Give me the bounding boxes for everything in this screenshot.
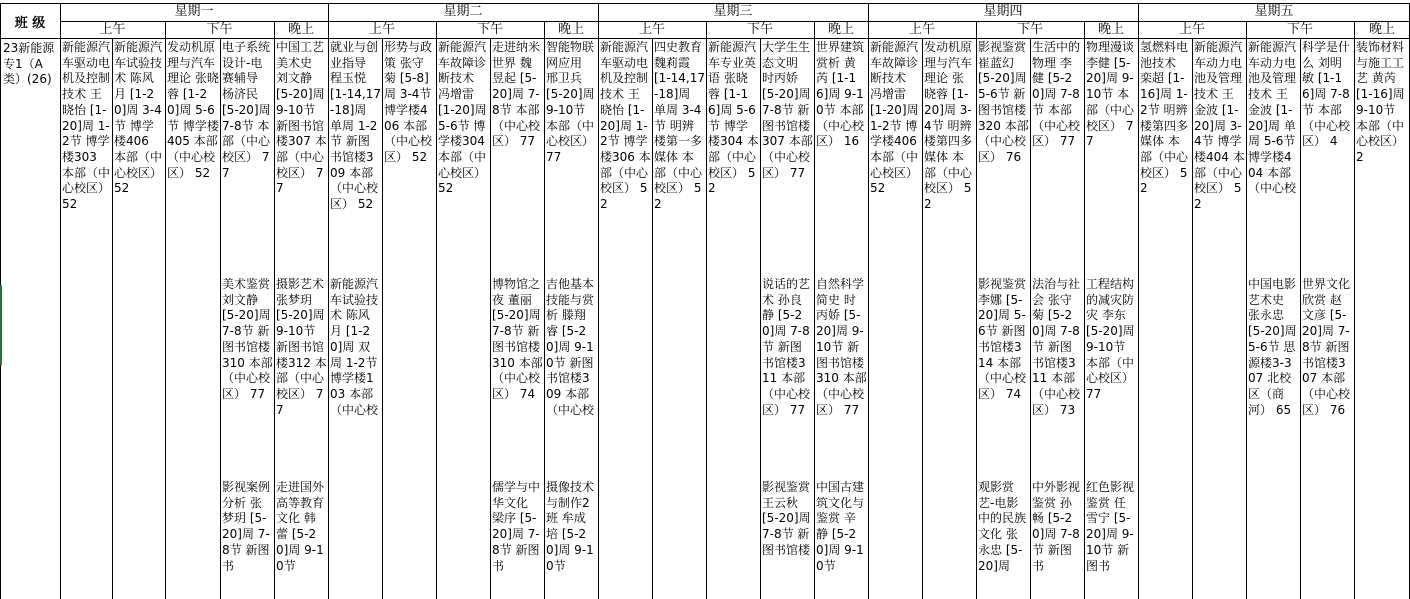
slot-divider: [976, 21, 977, 599]
course-entry: 博物馆之夜 董丽 [5-20]周 7-8节 新图书馆楼310 本部（中心校区） 74: [492, 277, 543, 401]
slot-divider: [1246, 21, 1247, 599]
course-entry: 摄影艺术 张梦玥 [5-20]周 9-10节 新图书馆楼312 本部（中心校区） 77: [276, 277, 327, 417]
course-entry: 电子系统设计-电赛辅导 杨济民 [5-20]周 7-8节 本部（中心校区） 77: [222, 40, 271, 180]
slot-divider: [165, 21, 166, 599]
course-entry: 影视鉴赏 王云秋 [5-20]周 7-8节 新图书馆楼: [762, 480, 811, 557]
day-divider: [598, 3, 599, 599]
day-header: 星期二: [443, 4, 483, 19]
column-divider: [1192, 38, 1193, 599]
course-entry: 发动机原理与汽车理论 张晓蓉 [1-20]周 5-6节 博学楼405 本部（中心校区） 52: [167, 40, 219, 180]
course-entry: 说话的艺术 孙良静 [5-20]周 7-8节 新图书馆楼311 本部（中心校区） 77: [762, 277, 811, 417]
course-entry: 新能源汽车试验技术 陈风月 [1-20]周 双周 1-2节 博学楼103 本部（中心校: [330, 277, 379, 417]
course-entry: 新能源汽车驱动电机及控制技术 王晓怡 [1-20]周 1-2节 博学楼306 本部（中心校区） 52: [600, 40, 651, 212]
slot-header: 上午: [908, 22, 935, 37]
course-entry: 新能源汽车驱动电机及控制技术 王晓怡 [1-20]周 1-2节 博学楼303 本部（中心校区） 52: [62, 40, 111, 212]
slot-header: 晚上: [1097, 22, 1124, 37]
course-entry: 走进国外高等教育文化 韩蕾 [5-20]周 9-10节: [276, 480, 325, 573]
slot-header: 上午: [638, 22, 665, 37]
course-entry: 走进纳米世界 魏昱起 [5-20]周 7-8节 本部（中心校区） 77: [492, 40, 541, 149]
course-entry: 新能源汽车试验技术 陈风月 [1-20]周 3-4节 博学楼406 本部（中心校区） 52: [114, 40, 163, 196]
course-entry: 世界建筑赏析 黄芮 [1-16]周 9-10节 本部（中心校区） 16: [816, 40, 865, 149]
column-divider: [1300, 38, 1301, 599]
slot-header: 晚上: [827, 22, 854, 37]
course-entry: 中外影视鉴赏 孙畅 [5-20]周 7-8节 新图书: [1032, 480, 1081, 573]
course-entry: 氢燃料电池技术 栾超 [1-16]周 1-2节 明辨楼第四多媒体 本部（中心校区） 52: [1140, 40, 1189, 196]
course-entry: 美术鉴赏 刘文静 [5-20]周 7-8节 新图书馆楼310 本部（中心校区） 77: [222, 277, 273, 401]
course-entry: 吉他基本技能与赏析 滕翔睿 [5-20]周 9-10节 新图书馆楼309 本部（中心校: [546, 277, 595, 417]
course-entry: 科学是什么 刘明敏 [1-16]周 7-8节 本部（中心校区） 4: [1302, 40, 1351, 149]
course-entry: 物理漫谈 李健 [5-20]周 9-10节 本部（中心校区） 77: [1086, 40, 1135, 149]
course-entry: 新能源汽车动力电池及管理技术 王金波 [1-20]周 3-4节 博学楼404 本部（中心校区） 52: [1194, 40, 1245, 212]
slot-header: 上午: [1178, 22, 1205, 37]
course-entry: 中国工艺美术史 刘文静 [5-20]周 9-10节 新图书馆楼307 本部（中心校区） 77: [276, 40, 327, 196]
course-entry: 摄像技术与制作2班 牟成培 [5-20]周 9-10节: [546, 480, 595, 573]
course-entry: 新能源汽车故障诊断技术 冯增雷 [1-20]周 5-6节 博学楼304 本部（中心校区） 52: [438, 40, 487, 196]
course-entry: 儒学与中华文化 梁序 [5-20]周 7-8节 新图书: [492, 480, 541, 573]
course-entry: 自然科学简史 时丙娇 [5-20]周 9-10节 新图书馆楼310 本部（中心校区） 77: [816, 277, 867, 417]
course-entry: 影视鉴赏 李娜 [5-20]周 5-6节 新图书馆楼314 本部（中心校区） 74: [978, 277, 1027, 401]
slot-header: 晚上: [1368, 22, 1395, 37]
column-divider: [652, 38, 653, 599]
slot-divider: [544, 21, 545, 599]
course-entry: 发动机原理与汽车理论 张晓蓉 [1-20]周 3-4节 明辨楼第四多媒体 本部（中心校区） 52: [924, 40, 973, 212]
slot-header: 下午: [1286, 22, 1313, 37]
course-entry: 中国电影艺术史 张永忠 [5-20]周 5-6节 思源楼3-307 北校区（商河） 65: [1248, 277, 1297, 417]
course-entry: 法治与社会 张守菊 [5-20]周 7-8节 新图书馆楼311 本部（中心校区） 73: [1032, 277, 1081, 417]
slot-header: 下午: [476, 22, 503, 37]
course-entry: 大学生生态文明 时丙娇 [5-20]周 7-8节 新图书馆楼307 本部（中心校区） 77: [762, 40, 813, 180]
slot-header: 晚上: [287, 22, 314, 37]
slot-header: 下午: [746, 22, 773, 37]
day-divider: [1138, 3, 1139, 599]
slot-header: 晚上: [557, 22, 584, 37]
slot-header: 上午: [368, 22, 395, 37]
course-entry: 中国古建筑文化与鉴赏 辛静 [5-20]周 9-10节: [816, 480, 865, 573]
course-entry: 就业与创业指导 程玉悦 [1-14,17-18]周 单周 1-2节 新图书馆楼309 本部（中心校区） 52: [330, 40, 381, 212]
course-entry: 新能源汽车专业英语 张晓蓉 [1-16]周 5-6节 博学楼304 本部（中心校区） 52: [708, 40, 759, 196]
course-entry: 新能源汽车动力电池及管理技术 王金波 [1-20]周 单周 5-6节 博学楼404 本部（中心校: [1248, 40, 1297, 196]
day-header: 星期四: [983, 4, 1023, 19]
column-divider: [220, 38, 221, 599]
column-divider: [922, 38, 923, 599]
course-entry: 观影赏艺-电影中的民族文化 张永忠 [5-20]周: [978, 480, 1027, 573]
class-name: 23新能源专1（A类）(26): [3, 41, 55, 87]
day-divider: [328, 3, 329, 599]
day-divider: [868, 3, 869, 599]
course-entry: 影视案例分析 张梦玥 [5-20]周 7-8节 新图书: [222, 480, 271, 573]
day-header: 星期一: [174, 4, 214, 19]
course-entry: 红色影视鉴赏 任雪宁 [5-20]周 9-10节 新图书: [1086, 480, 1135, 573]
slot-divider: [1084, 21, 1085, 599]
row-marker: [0, 285, 2, 365]
column-divider: [760, 38, 761, 599]
course-entry: 新能源汽车故障诊断技术 冯增雷 [1-20]周 1-2节 博学楼406 本部（中心校区） 52: [870, 40, 919, 196]
course-entry: 影视鉴赏 崔蓝幻 [5-20]周 5-6节 新图书馆楼320 本部（中心校区） 76: [978, 40, 1029, 164]
course-entry: 智能物联网应用 邢卫兵 [5-20]周 9-10节 本部（中心校区） 77: [546, 40, 595, 164]
course-entry: 四史教育 魏莉霞 [1-14,17-18]周 单周 3-4节 明辨楼第一多媒体 本部（中心校区） 52: [654, 40, 705, 212]
class-column-divider: [60, 3, 61, 599]
column-divider: [382, 38, 383, 599]
course-entry: 形势与政策 张守菊 [5-8]周 3-4节 博学楼406 本部（中心校区） 52: [384, 40, 433, 164]
slot-divider: [1354, 21, 1355, 599]
course-entry: 世界文化欣赏 赵文彦 [5-20]周 7-8节 新图书馆楼307 本部（中心校区） 76: [1302, 277, 1351, 417]
course-entry: 生活中的物理 李健 [5-20]周 7-8节 本部（中心校区） 77: [1032, 40, 1081, 149]
column-divider: [490, 38, 491, 599]
class-header-label: 班 级: [14, 16, 46, 31]
slot-header-divider: [0, 38, 1410, 39]
slot-divider: [436, 21, 437, 599]
column-divider: [1030, 38, 1031, 599]
slot-divider: [274, 21, 275, 599]
slot-header: 上午: [99, 22, 126, 37]
column-divider: [112, 38, 113, 599]
course-entry: 工程结构的减灾防灾 李东 [5-20]周 9-10节 本部（中心校区） 77: [1086, 277, 1135, 401]
course-entry: 装饰材料与施工工艺 黄芮 [1-16]周 9-10节 本部（中心校区） 2: [1356, 40, 1405, 164]
day-header: 星期三: [713, 4, 753, 19]
slot-divider: [706, 21, 707, 599]
slot-header: 下午: [1016, 22, 1043, 37]
slot-header: 下午: [206, 22, 233, 37]
slot-divider: [814, 21, 815, 599]
day-header: 星期五: [1254, 4, 1294, 19]
